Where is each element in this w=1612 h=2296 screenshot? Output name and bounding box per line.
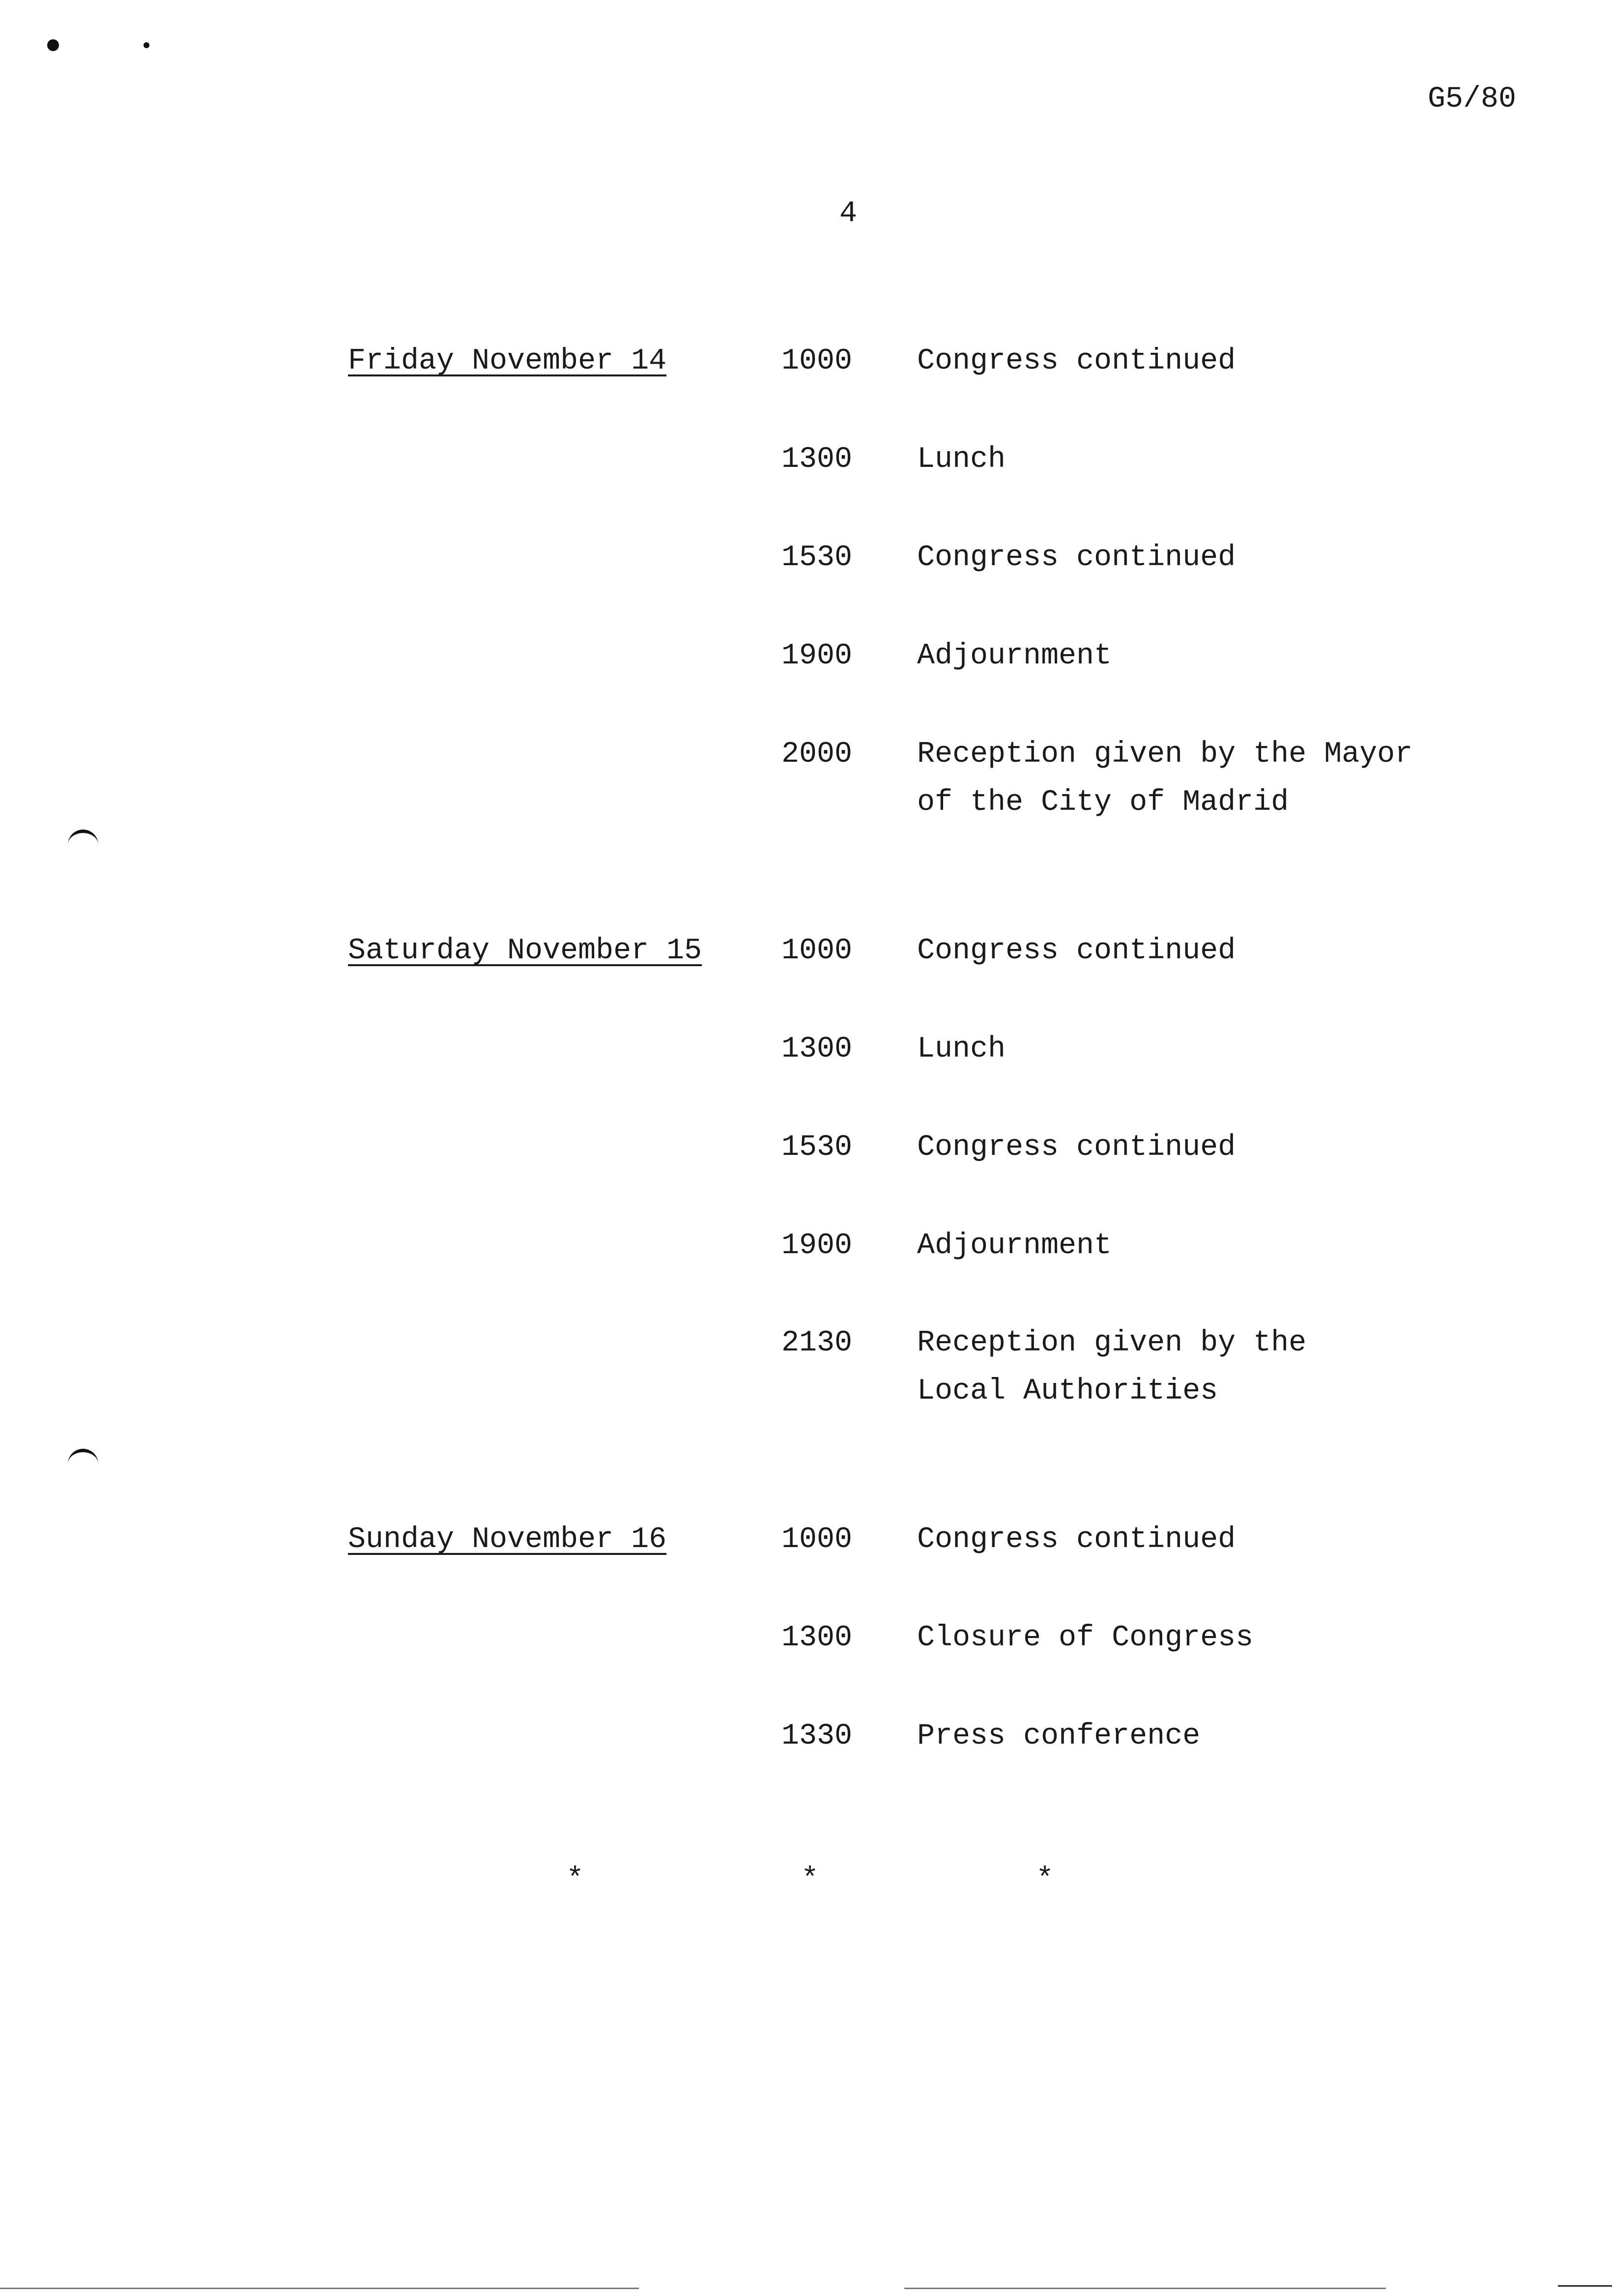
event-line: Local Authorities: [917, 1375, 1218, 1408]
bottom-edge-line: [1558, 2285, 1612, 2287]
event-description: [917, 1319, 1306, 1415]
event-time: 1900: [781, 639, 853, 673]
event-description: [917, 337, 1236, 385]
event-time: 1000: [781, 1523, 853, 1556]
document-reference: G5/80: [1428, 83, 1517, 116]
event-line: Congress continued: [917, 541, 1236, 574]
event-time: 1530: [781, 541, 853, 574]
event-description: [917, 927, 1236, 975]
event-description: [917, 1222, 1112, 1270]
event-description: [917, 1516, 1236, 1564]
event-description: [917, 534, 1236, 582]
event-time: 1300: [781, 443, 853, 476]
event-line: Congress continued: [917, 1131, 1236, 1164]
event-description: [917, 435, 1006, 484]
event-time: 1330: [781, 1720, 853, 1753]
margin-mark-lower: [68, 1449, 98, 1472]
event-time: 1000: [781, 344, 853, 378]
event-line: Press conference: [917, 1720, 1201, 1753]
event-time: 1300: [781, 1621, 853, 1655]
separator-asterisk: *: [1036, 1863, 1054, 1896]
margin-mark-upper: [68, 830, 98, 853]
event-line: Reception given by the: [917, 1326, 1307, 1360]
event-time: 1300: [781, 1033, 853, 1066]
event-line: Congress continued: [917, 1523, 1236, 1556]
event-description: [917, 1712, 1200, 1760]
event-line: Lunch: [917, 1033, 1006, 1066]
bottom-edge-line: [904, 2288, 1386, 2289]
event-description: [917, 730, 1412, 827]
event-time: 1530: [781, 1131, 853, 1164]
separator-asterisk: *: [801, 1863, 819, 1896]
punch-dot-small: [144, 42, 149, 48]
page-number: 4: [839, 197, 858, 230]
event-line: Reception given by the Mayor: [917, 738, 1413, 771]
day-heading: Sunday November 16: [348, 1523, 667, 1556]
event-time: 1900: [781, 1229, 853, 1263]
event-description: [917, 632, 1112, 680]
bottom-edge-line: [0, 2288, 639, 2289]
event-line: Closure of Congress: [917, 1621, 1254, 1655]
event-line: Adjournment: [917, 639, 1112, 673]
event-line: Congress continued: [917, 934, 1236, 968]
event-time: 2130: [781, 1326, 853, 1360]
event-time: 1000: [781, 934, 853, 968]
day-heading: Saturday November 15: [348, 934, 702, 968]
event-line: Adjournment: [917, 1229, 1112, 1263]
event-line: of the City of Madrid: [917, 786, 1289, 819]
day-heading: Friday November 14: [348, 344, 667, 378]
event-line: Congress continued: [917, 344, 1236, 378]
separator-asterisk: *: [566, 1863, 584, 1896]
event-description: [917, 1123, 1236, 1172]
punch-dot-left: [47, 39, 59, 51]
event-line: Lunch: [917, 443, 1006, 476]
event-description: [917, 1025, 1006, 1073]
event-time: 2000: [781, 738, 853, 771]
event-description: [917, 1614, 1253, 1662]
